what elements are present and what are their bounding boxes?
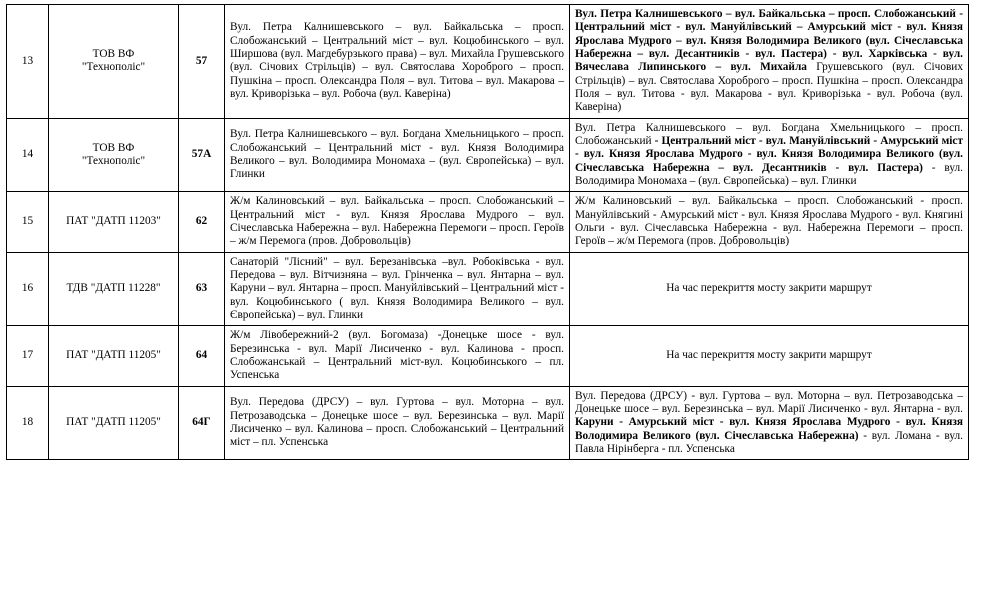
carrier-line-1: ТОВ ВФ	[92, 47, 135, 60]
route-number: 64	[179, 326, 225, 386]
route-number: 57	[179, 5, 225, 119]
route-number: 64Г	[179, 386, 225, 460]
carrier-name	[49, 326, 179, 386]
table-row	[7, 5, 969, 119]
carrier-line-1: ТДВ "ДАТП 11228"	[66, 282, 161, 295]
table-row	[7, 192, 969, 252]
carrier-name	[49, 252, 179, 326]
itinerary-segment: На час перекриття мосту закрити маршрут	[666, 282, 872, 295]
new-itinerary	[570, 252, 969, 326]
route-number: 57А	[179, 118, 225, 192]
old-itinerary: Вул. Петра Калнишевського – вул. Богдана Хмельницького – просп. Слобожанський – Центральний міст - вул. Князя Володимира Великого – вул. Володимира Мономаха – (вул. Європейська) – вул. Глинки	[225, 118, 570, 192]
old-itinerary: Вул. Петра Калнишевського – вул. Байкальська – просп. Слобожанський – Центральний міст – вул. Коцюбинського – вул. Ширшова (вул. Магдебурзького права) – вул. Михайла Грушевського (вул. Січових Стрільців) – вул. Святослава Хороброго – просп. Пушкіна – просп. Олександра Поля – вул. Титова – вул. Макарова – вул. Криворізька – вул. Робоча (вул. Каверіна)	[225, 5, 570, 119]
itinerary-segment: - вул. Володимира Мономаха – (вул. Європейська) – вул. Глинки	[575, 161, 963, 187]
carrier-line-2: "Технополіс"	[81, 154, 146, 167]
row-number: 13	[7, 5, 49, 119]
new-itinerary	[570, 386, 969, 460]
itinerary-changed-segment: Вул. Петра Калнишевського – вул. Байкальська – просп. Слобожанський - Центральний міст - вул. Мануйлівський – Амурський міст - вул. Князя Ярослава Мудрого – вул. Князя Володимира Великого (вул. Січеславська Набережна – вул. Десантників - вул. Пастера) - вул. Харківська - вул. Вячеслава Липинського – вул. Михайла	[575, 8, 963, 74]
table-row	[7, 252, 969, 326]
route-number: 63	[179, 252, 225, 326]
table-row	[7, 326, 969, 386]
new-itinerary	[570, 118, 969, 192]
table-row	[7, 118, 969, 192]
itinerary-segment: Ж/м Калиновський – вул. Байкальська – просп. Слобожанський - просп. Мануйлівський - Амурський міст - вул. Князя Ярослава Мудрого - вул. Княгині Ольги - вул. Січеславська Набережна - вул. Набережна Перемоги – просп. Героїв – ж/м Перемога (пров. Добровольців)	[575, 195, 963, 248]
itinerary-segment: Грушевського (вул. Січових Стрільців) – вул. Святослава Хороброго – просп. Пушкіна – просп. Олександра Поля – вул. Титова - вул. Макарова - вул. Криворізька - вул. Робоча (вул. Каверіна)	[575, 61, 963, 114]
new-itinerary	[570, 5, 969, 119]
new-itinerary	[570, 192, 969, 252]
carrier-line-1: ПАТ "ДАТП 11205"	[66, 349, 161, 362]
carrier-line-1: ТОВ ВФ	[92, 141, 135, 154]
row-number: 18	[7, 386, 49, 460]
old-itinerary: Вул. Передова (ДРСУ) – вул. Гуртова – вул. Моторна – вул. Петрозаводська – Донецьке шосе – вул. Березинська – вул. Марії Лисиченко – вул. Калинова – просп. Слобожанський – Центральний міст – пл. Успенська	[225, 386, 570, 460]
row-number: 16	[7, 252, 49, 326]
itinerary-segment: - вул. Ломана - вул. Павла Нірінберга - пл. Успенська	[575, 429, 963, 455]
itinerary-segment: Вул. Передова (ДРСУ) - вул. Гуртова – вул. Моторна – вул. Петрозаводська – Донецьке шосе – вул. Березинська – вул. Марії Лисиченко - вул. Янтарна - вул.	[575, 389, 963, 415]
old-itinerary: Ж/м Калиновський – вул. Байкальська – просп. Слобожанський – Центральний міст - вул. Князя Ярослава Мудрого – вул. Січеславська Набережна – вул. Набережна Перемоги – просп. Героїв – ж/м Перемога (пров. Добровольців)	[225, 192, 570, 252]
route-change-table	[6, 4, 969, 460]
carrier-name	[49, 386, 179, 460]
itinerary-changed-segment: Каруни - Амурський міст - вул. Князя Ярослава Мудрого - вул. Князя Володимира Великого (вул. Січеславська Набережна)	[575, 416, 963, 442]
old-itinerary: Ж/м Лівобережний-2 (вул. Богомаза) -Донецьке шосе - вул. Березинська - вул. Марії Лисиченко - вул. Калинова - просп. Слобожанськай – Центральний міст-вул. Коцюбинського – пл. Успенська	[225, 326, 570, 386]
itinerary-segment: На час перекриття мосту закрити маршрут	[666, 349, 872, 362]
carrier-line-1: ПАТ "ДАТП 11203"	[66, 215, 161, 228]
carrier-line-2: "Технополіс"	[81, 61, 146, 74]
row-number: 15	[7, 192, 49, 252]
new-itinerary	[570, 326, 969, 386]
old-itinerary: Санаторій "Лісний" – вул. Березанівська –вул. Робоківська - вул. Передова – вул. Вітчизняна – вул. Грінченка – вул. Янтарна – вул. Каруни – вул. Янтарна – просп. Мануйлівський – Центральний міст - вул. Коцюбинського ( вул. Князя Володимира Великого – вул. Європейська) – вул. Глинки	[225, 252, 570, 326]
table-body	[7, 5, 969, 460]
row-number: 14	[7, 118, 49, 192]
carrier-line-1: ПАТ "ДАТП 11205"	[66, 416, 161, 429]
row-number: 17	[7, 326, 49, 386]
carrier-name	[49, 192, 179, 252]
carrier-name	[49, 118, 179, 192]
route-number: 62	[179, 192, 225, 252]
carrier-name	[49, 5, 179, 119]
table-row	[7, 386, 969, 460]
itinerary-changed-segment: - Центральний міст - вул. Мануйлівський - Амурський міст - вул. Князя Ярослава Мудрого - вул. Князя Володимира Великого (вул. Січеславська Набережна – вул. Десантників - вул. Пастера)	[575, 134, 963, 174]
itinerary-segment: Вул. Петра Калнишевського – вул. Богдана Хмельницького – просп. Слобожанський	[575, 121, 963, 147]
